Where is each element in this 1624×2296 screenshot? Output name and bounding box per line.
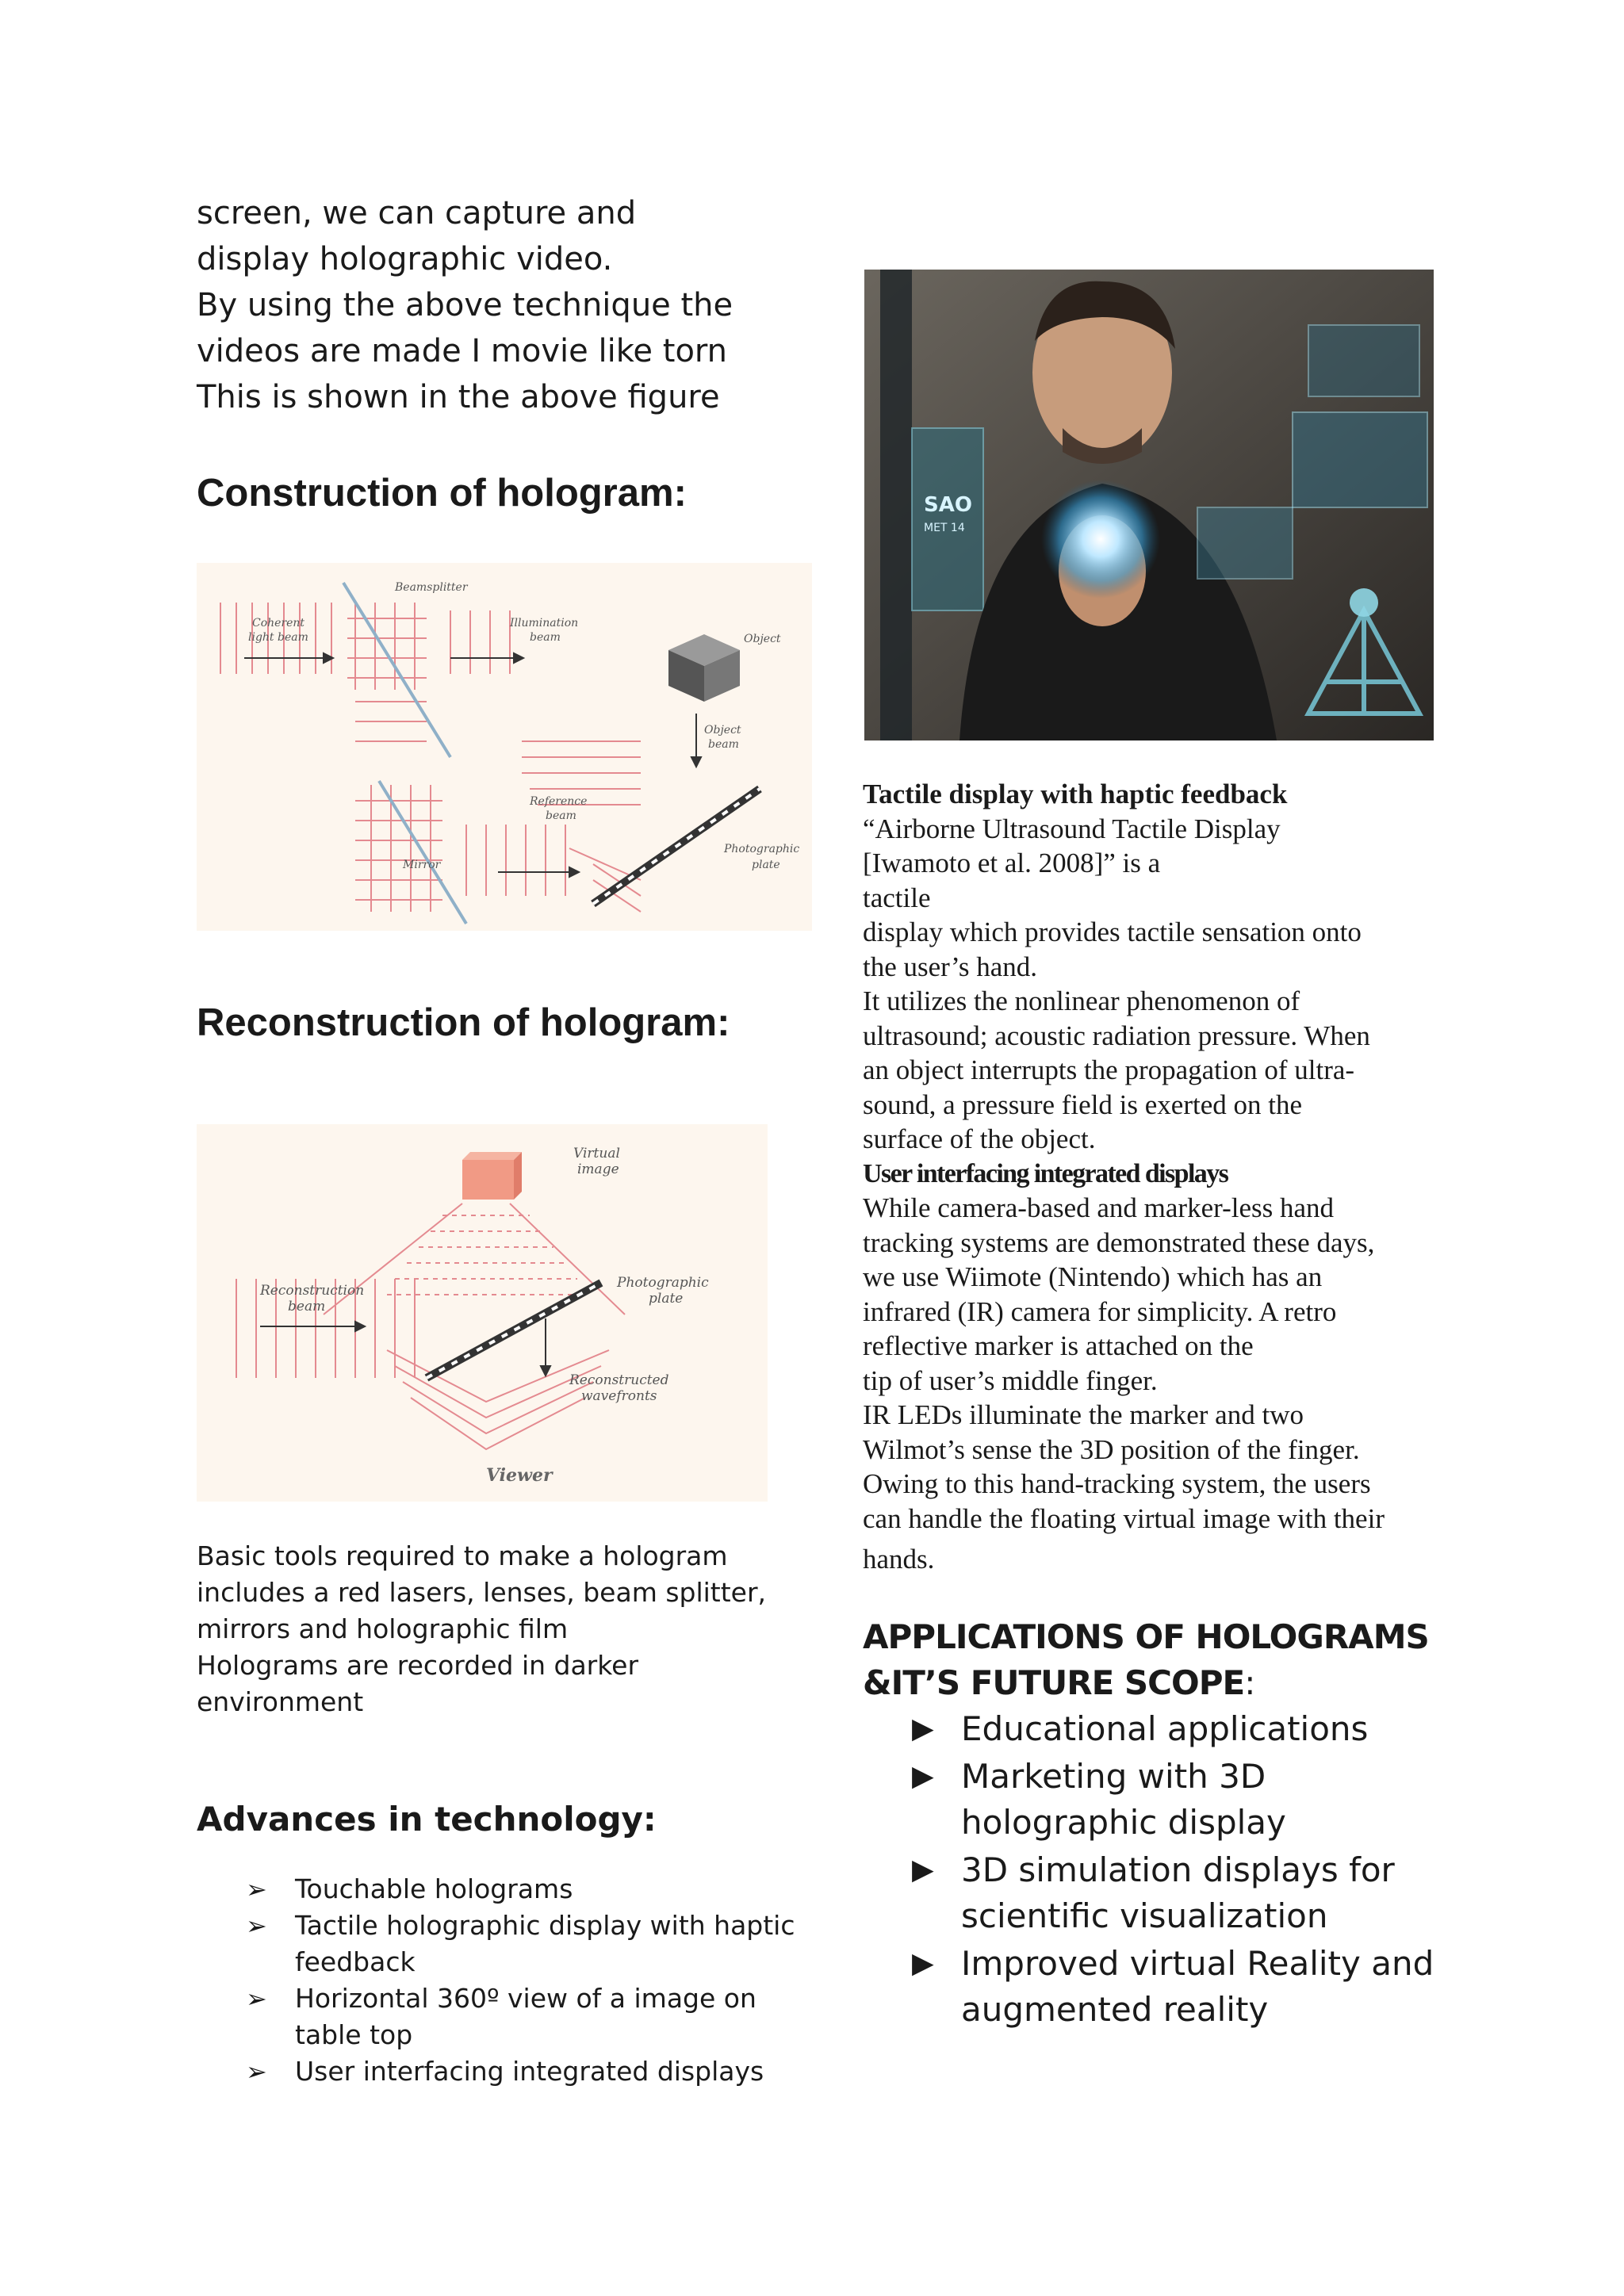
triangle-bullet-icon: ▶ xyxy=(912,1760,934,1793)
label-coherent: light beam xyxy=(248,631,308,644)
photo-screen-text: MET 14 xyxy=(924,522,965,534)
tactile-line: the user’s hand. xyxy=(863,951,1037,982)
label-reference: Reference xyxy=(530,795,588,808)
list-item: ➢ Horizontal 360º view of a image on table top xyxy=(246,1980,817,2053)
label-plate: Photographic xyxy=(724,843,800,855)
user-interfacing-line: IR LEDs illuminate the marker and two xyxy=(863,1399,1304,1430)
intro-line: This is shown in the above figure xyxy=(197,379,720,415)
tools-paragraph xyxy=(197,1538,799,1720)
construction-diagram xyxy=(197,563,812,931)
arrow-bullet-icon: ➢ xyxy=(246,1984,267,2014)
applications-list xyxy=(912,1706,1451,2034)
label-reconstruction-beam: Reconstruction xyxy=(260,1283,365,1299)
user-interfacing-line: Owing to this hand-tracking system, the users xyxy=(863,1468,1371,1499)
user-interfacing-line: reflective marker is attached on the xyxy=(863,1330,1254,1361)
tools-line: Holograms are recorded in darker xyxy=(197,1650,639,1681)
applications-heading: APPLICATIONS OF HOLOGRAMS &IT’S FUTURE SCOPE: xyxy=(863,1617,1429,1702)
label-plate: plate xyxy=(752,859,780,871)
user-interfacing-title: User interfacing integrated displays xyxy=(863,1158,1228,1188)
label-object: Object xyxy=(744,633,781,645)
label-virtual-image: Virtual xyxy=(573,1146,620,1161)
label-object-beam: Object xyxy=(704,724,741,737)
user-interfacing-line: tip of user’s middle finger. xyxy=(863,1364,1158,1396)
label-reference: beam xyxy=(546,809,576,822)
tactile-line: surface of the object. xyxy=(863,1123,1096,1154)
intro-line: By using the above technique the xyxy=(197,287,733,323)
tools-line: Basic tools required to make a hologram xyxy=(197,1540,728,1571)
tactile-line: tactile xyxy=(863,882,931,913)
reconstruction-heading: Reconstruction of hologram: xyxy=(197,1001,730,1044)
user-interfacing-line: Wilmot’s sense the 3D position of the finger. xyxy=(863,1433,1360,1465)
list-item: ▶ 3D simulation displays for scientific visualization xyxy=(912,1847,1451,1939)
photo-screen-text: SAO xyxy=(924,493,972,517)
label-illumination: Illumination xyxy=(510,617,579,629)
label-illumination: beam xyxy=(530,631,561,644)
tools-line: environment xyxy=(197,1686,364,1717)
list-item: ▶ Improved virtual Reality and augmented reality xyxy=(912,1941,1451,2033)
arrow-bullet-icon: ➢ xyxy=(246,1874,267,1904)
triangle-bullet-icon: ▶ xyxy=(912,1947,934,1980)
label-beamsplitter: Beamsplitter xyxy=(395,581,468,594)
reconstruction-diagram xyxy=(197,1124,768,1502)
list-item: ▶ Educational applications xyxy=(912,1706,1451,1752)
construction-heading: Construction of hologram: xyxy=(197,472,687,515)
tactile-line: “Airborne Ultrasound Tactile Display xyxy=(863,813,1281,844)
intro-line: screen, we can capture and xyxy=(197,195,637,232)
tactile-line: display which provides tactile sensation onto xyxy=(863,916,1362,947)
label-virtual-image: image xyxy=(577,1161,619,1177)
intro-line: display holographic video. xyxy=(197,241,613,277)
user-interfacing-line: While camera-based and marker-less hand xyxy=(863,1192,1335,1223)
list-item: ➢ Touchable holograms xyxy=(246,1871,817,1908)
tactile-line: sound, a pressure field is exerted on the xyxy=(863,1089,1303,1120)
advances-heading: Advances in technology: xyxy=(197,1800,657,1839)
label-wavefronts: wavefronts xyxy=(581,1388,657,1404)
user-interfacing-line: tracking systems are demonstrated these days, xyxy=(863,1226,1375,1258)
intro-text xyxy=(197,190,831,420)
hologram-photo xyxy=(864,270,1434,740)
arrow-bullet-icon: ➢ xyxy=(246,1911,267,1941)
tactile-line: ultrasound; acoustic radiation pressure. When xyxy=(863,1020,1370,1051)
label-wavefronts: Reconstructed xyxy=(569,1372,669,1388)
tactile-line: [Iwamoto et al. 2008]” is a xyxy=(863,848,1161,878)
user-interfacing-line: hands. xyxy=(863,1544,935,1575)
label-plate: Photographic xyxy=(617,1275,709,1291)
label-viewer: Viewer xyxy=(486,1465,553,1486)
user-interfacing-line: infrared (IR) camera for simplicity. A retro xyxy=(863,1295,1337,1327)
label-plate: plate xyxy=(649,1291,684,1307)
list-item: ➢ Tactile holographic display with haptic feedback xyxy=(246,1908,817,1980)
user-interfacing-line: we use Wiimote (Nintendo) which has an xyxy=(863,1261,1323,1292)
tools-line: includes a red lasers, lenses, beam splitter, xyxy=(197,1577,767,1608)
triangle-bullet-icon: ▶ xyxy=(912,1854,934,1886)
label-coherent: Coherent xyxy=(252,617,305,629)
list-item: ▶ Marketing with 3D holographic display xyxy=(912,1754,1451,1846)
arrow-bullet-icon: ➢ xyxy=(246,2057,267,2087)
label-mirror: Mirror xyxy=(403,859,441,871)
tactile-line: It utilizes the nonlinear phenomenon of xyxy=(863,985,1300,1016)
user-interfacing-line: can handle the floating virtual image with their xyxy=(863,1502,1385,1534)
advances-list xyxy=(246,1871,817,2090)
tactile-title: Tactile display with haptic feedback xyxy=(863,779,1288,809)
label-object-beam: beam xyxy=(708,738,739,751)
triangle-bullet-icon: ▶ xyxy=(912,1712,934,1745)
intro-line: videos are made I movie like torn xyxy=(197,333,728,369)
tactile-section xyxy=(863,777,1434,1577)
tools-line: mirrors and holographic film xyxy=(197,1613,569,1644)
list-item: ➢ User interfacing integrated displays xyxy=(246,2053,817,2090)
tactile-line: an object interrupts the propagation of ultra- xyxy=(863,1054,1355,1085)
label-reconstruction-beam: beam xyxy=(288,1299,326,1314)
